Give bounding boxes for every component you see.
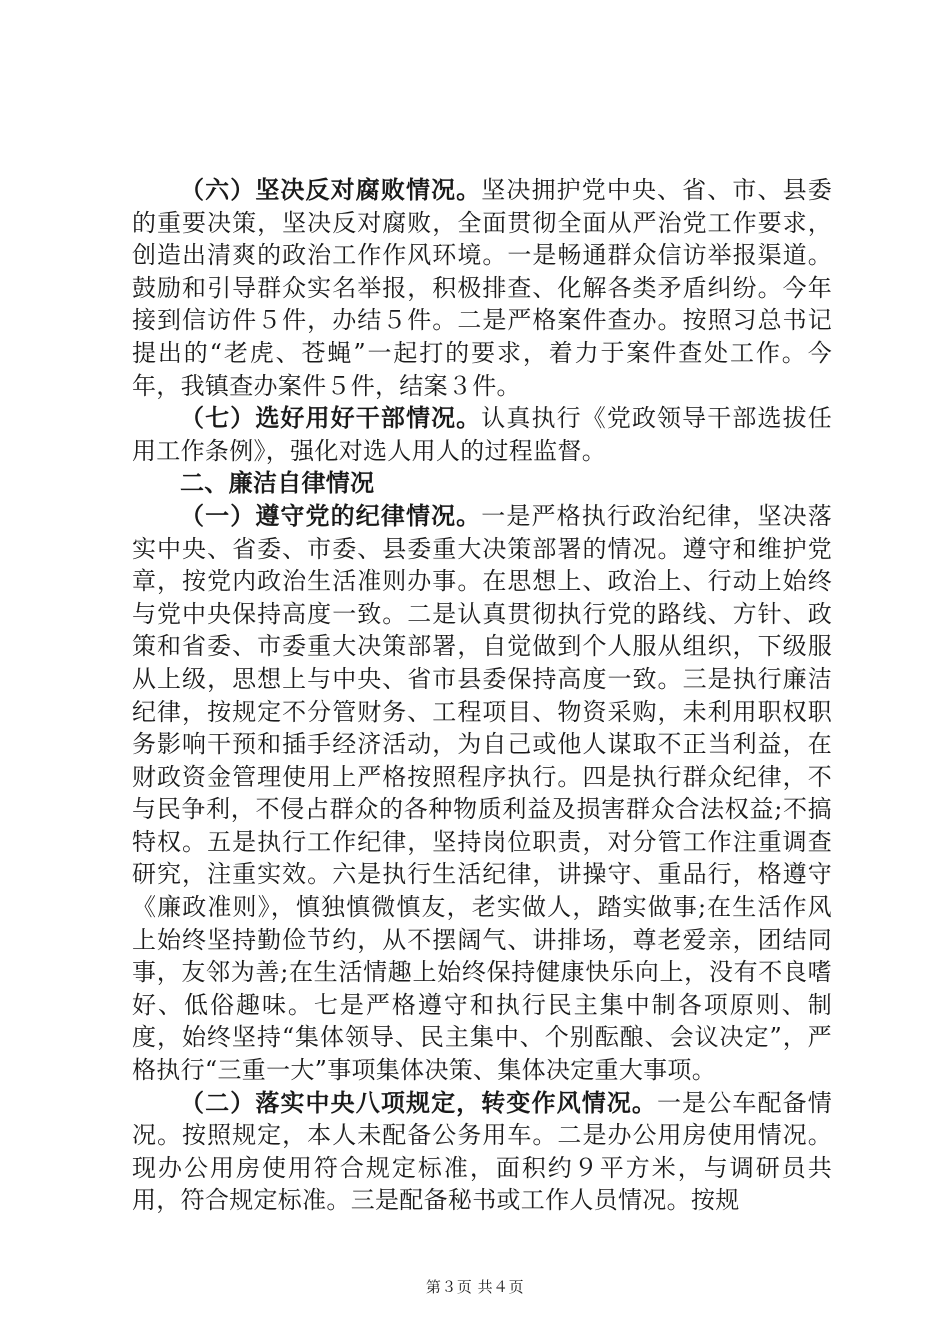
paragraph-text: 一是公车配备情况。按照规定，本人未配备公务用车。二是办公用房使用情况。现办公用房使用符合规定标准，面积约９平方米，与调研员共用，符合规定标准。三是配备秘书或工作人员情况。按规 <box>132 1088 832 1215</box>
section-lead-cadre-selection: （七）选好用好干部情况。 <box>180 403 482 433</box>
paragraph-text: 认真执行《党政领导干部选拔任用工作条例》，强化对选人用人的过程监督。 <box>132 404 832 465</box>
paragraph-party-discipline <box>132 500 832 1087</box>
section-lead-eight-rules: （二）落实中央八项规定，转变作风情况。 <box>180 1087 658 1117</box>
section-lead-party-discipline: （一）遵守党的纪律情况。 <box>180 500 482 530</box>
document-body <box>132 174 832 1217</box>
paragraph-anti-corruption <box>132 174 832 402</box>
page-number-footer: 第３页 共４页 <box>425 1278 525 1296</box>
paragraph-eight-rules <box>132 1087 832 1217</box>
paragraph-text: 一是严格执行政治纪律，坚决落实中央、省委、市委、县委重大决策部署的情况。遵守和维护党章，按党内政治生活准则办事。在思想上、政治上、行动上始终与党中央保持高度一致。二是认真贯彻执行党的路线、方针、政策和省委、市委重大决策部署，自觉做到个人服从组织，下级服从上级，思想上与中央、省市县委保持高度一致。三是执行廉洁纪律，按规定不分管财务、工程项目、物资采购，未利用职权职务影响干预和插手经济活动，为自己或他人谋取不正当利益，在财政资金管理使用上严格按照程序执行。四是执行群众纪律，不与民争利，不侵占群众的各种物质利益及损害群众合法权益;不搞特权。五是执行工作纪律，坚持岗位职责，对分管工作注重调查研究，注重实效。六是执行生活纪律，讲操守、重品行，格遵守《廉政准则》，慎独慎微慎友，老实做人，踏实做事;在生活作风上始终坚持勤俭节约，从不摆阔气、讲排场，尊老爱亲，团结同事，友邻为善;在生活情趣上始终保持健康快乐向上，没有不良嗜好、低俗趣味。七是严格遵守和执行民主集中制各项原则、制度，始终坚持“集体领导、民主集中、个别酝酿、会议决定”，严格执行“三重一大”事项集体决策、集体决定重大事项。 <box>132 501 832 1085</box>
section-heading-integrity: 二、廉洁自律情况 <box>180 468 375 498</box>
paragraph-cadre-selection <box>132 402 832 467</box>
section-lead-anti-corruption: （六）坚决反对腐败情况。 <box>180 175 482 204</box>
paragraph-text: 坚决拥护党中央、省、市、县委的重要决策，坚决反对腐败，全面贯彻全面从严治党工作要求，创造出清爽的政治工作作风环境。一是畅通群众信访举报渠道。鼓励和引导群众实名举报，积极排查、化解各类矛盾纠纷。今年接到信访件５件，办结５件。二是严格案件查办。按照习总书记提出的“老虎、苍蝇”一起打的要求，着力于案件查处工作。今年，我镇查办案件５件，结案３件。 <box>132 176 832 400</box>
